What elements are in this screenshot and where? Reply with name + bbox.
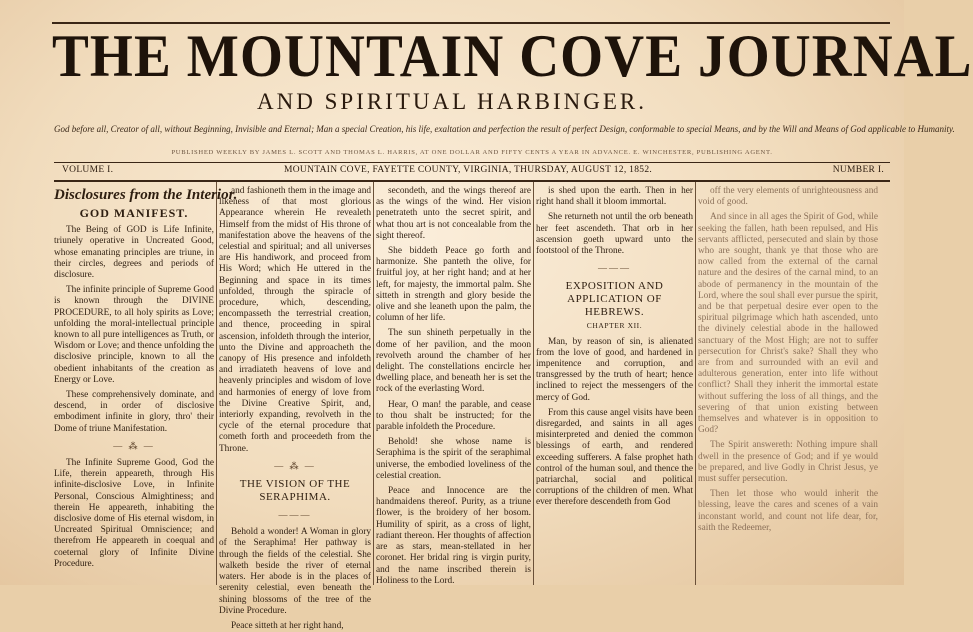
paragraph: off the very elements of unrighteousness and void of good. bbox=[698, 186, 878, 208]
column-5 bbox=[698, 186, 878, 586]
paragraph: The Being of GOD is Life Infinite, triunely operative in Uncreated Good, whose emanating principles are triune, in their circles, degrees and periods of disclosure. bbox=[54, 225, 214, 281]
paragraph: These comprehensively dominate, and descend, in order of disclosive embodiment infinite in glory, thro' their Dome of triune Manifestation. bbox=[54, 390, 214, 434]
paragraph: The infinite principle of Supreme Good is known through the DIVINE PROCEDURE, to all holy spirits as Love; unfolding the moral-intellectual principle known to all pure intelligences as Truth, or Wisdom or Love; and thence unfolding the disclosive principle, known to all the obedient inhabitants of the creation as Energy or Love. bbox=[54, 285, 214, 385]
column-divider bbox=[373, 182, 374, 585]
dateline bbox=[54, 165, 890, 179]
masthead-title: THE MOUNTAIN COVE JOURNAL bbox=[52, 23, 973, 89]
paragraph: is shed upon the earth. Then in her right hand shall it bloom immortal. bbox=[536, 186, 693, 208]
paragraph: And since in all ages the Spirit of God, while seeking the fallen, hath been repulsed, and His servants afflicted, persecuted and slain by those who are sought, thank ye that those who are now called from the external of the carnal nature and the desires of the carnal mind, to an abode of permanency in the mountain of the Lord, where the soul shall ever pursue the spirit, and be that perpetual desire ever open to the spiritual pilgrimage which hath ascended, unto the divinely celestial abode in the hallowed sanctuary of the Most High; are not to suffer persecution for Christ's sake? Shall they who are from and surrounded with an evil and adulterous generation, enter into life without conflict? Shall they inherit the immortal estate without suffering the loss of all things, and the severing of that union existing between themselves and whatever is in opposition to God? bbox=[698, 212, 878, 436]
paragraph: Behold a wonder! A Woman in glory of the Seraphima! Her pathway is through the fields of the celestial. She walketh beside the river of eternal waters. Her abode is in the places of serenity celestial, even beneath the shining blossoms of the tree of the Divine Procedure. bbox=[219, 527, 371, 616]
column-1 bbox=[54, 186, 238, 586]
dateline-bottom-rule bbox=[54, 180, 890, 182]
paragraph: Then let those who would inherit the blessing, leave the cares and scenes of a vain inconstant world, and count not life dear, for, saith the Redeemer, bbox=[698, 489, 878, 533]
paragraph: Peace sitteth at her right hand, bbox=[231, 620, 344, 631]
section-ornament: — ⁂ — bbox=[274, 460, 316, 471]
column-heading: Disclosures from the Interior. bbox=[54, 187, 238, 203]
article-title: GOD MANIFEST. bbox=[79, 206, 189, 220]
column-2 bbox=[219, 186, 371, 631]
volume-label: VOLUME I. bbox=[62, 165, 114, 175]
paragraph: She returneth not until the orb beneath her feet ascendeth. That orb in her ascension goeth upward unto the footstool of the Throne. bbox=[536, 212, 693, 257]
dateline-top-rule bbox=[54, 162, 890, 163]
column-divider bbox=[695, 182, 696, 585]
section-heading: THE VISION OF THE SERAPHIMA. bbox=[239, 478, 351, 504]
section-ornament: ——— bbox=[278, 510, 312, 521]
paragraph: Peace and Innocence are the handmaidens thereof. Purity, as a triune flower, is the broidery of her bosom. Humility of spirit, as a cross of light, radiant thereon. Her thoughts of affection are as stars, mean-stellated in her coronet. Her bridal ring is virgin purity, and the name inscribed therein is Holiness to the Lord. bbox=[376, 486, 531, 586]
section-ornament: ——— bbox=[598, 263, 631, 274]
publisher-line: PUBLISHED WEEKLY BY JAMES L. SCOTT AND THOMAS L. HARRIS, AT ONE DOLLAR AND FIFTY CENTS A YEAR IN ADVANCE. E. WINCHESTER, PUBLISHING AGENT. bbox=[171, 149, 773, 156]
paragraph: She biddeth Peace go forth and harmonize. She panteth the olive, for fruitful joy, at her right hand; and at her left, for majesty, the immortal palm. She sitteth in strength and glory beside the olive and she leaneth upon the palm, the column of her life. bbox=[376, 246, 531, 324]
paragraph: Man, by reason of sin, is alienated from the love of good, and hardened in impenitence and corruption, and transgressed by the truth of heart; hence inclined to reject the messengers of the mercy of God. bbox=[536, 336, 693, 403]
number-label: NUMBER I. bbox=[832, 165, 884, 175]
paragraph: Hear, O man! the parable, and cease to thou shalt be instructed; for the parable infoldeth the Procedure. bbox=[376, 399, 531, 433]
column-4 bbox=[536, 186, 693, 586]
paragraph: The sun shineth perpetually in the dome of her pavilion, and the moon revolveth around the chamber of her delight. The constellations encircle her dwelling place, and beneath her is set the rock of the everlasting Word. bbox=[376, 328, 531, 395]
masthead-motto: God before all, Creator of all, without Beginning, Invisible and Eternal; Man a special Creation, his life, exaltation and perfection the result of perfect Design, conformable to special Means, and by the Will and Means of God applicable to Humanity. bbox=[54, 124, 955, 134]
paragraph: The Spirit answereth: Nothing impure shall dwell in the presence of God; and if ye would be prepared, and live Godly in Christ Jesus, ye must suffer persecution. bbox=[698, 440, 878, 485]
paragraph: Behold! she whose name is Seraphima is the spirit of the seraphimal universe, the embodied loveliness of the celestial creation. bbox=[376, 437, 531, 481]
paragraph: The Infinite Supreme Good, God the Life, therein appeareth, through His infinite-disclosive Love, in Infinite Personal, Conscious Almightiness; and therein He appeareth, inhabiting the disclosive dome of His eternal wisdom, in Uncreated Spiritual Omniscience; and therefrom He appeareth in coequal and coeternal glory of Infinite Divine Procedure. bbox=[54, 458, 214, 569]
section-ornament: — ⁂ — bbox=[113, 440, 155, 451]
paragraph: secondeth, and the wings thereof are as the wings of the wind. Her vision penetrateth unto the secret spirit, and what thou art is not concealable from the sight thereof. bbox=[376, 186, 531, 241]
section-subheading: CHAPTER XII. bbox=[586, 321, 643, 331]
column-divider bbox=[533, 182, 534, 585]
section-heading: EXPOSITION AND APPLICATION OF HEBREWS. bbox=[565, 280, 664, 319]
masthead-subtitle: AND SPIRITUAL HARBINGER. bbox=[257, 89, 647, 114]
paragraph: and fashioneth them in the image and likeness of that most glorious Appearance wherein He revealeth Himself from the midst of His throne of manifestation above the heavens of the celestial and spiritual; and all universes are His handiwork, and proceed from His Word; which He uttered in the Beginning and space in its times unfolded, through the spiracle of procedure, which, descending, encompasseth the terrestrial creation, and thence, proceeding in spiral ascension, infoldeth through the interior, unto the Divine and approacheth the canopy of His presence and infoldeth and irradiateth heavens of love and heavenly principles and wisdom of love and harmonies of energy of love from the Divine Creative Spirit, and, interiorly expanding, revolveth in the cycle of the eternal procedure that cometh forth and proceedeth from the Throne. bbox=[219, 186, 371, 454]
column-3 bbox=[376, 186, 531, 586]
date-label: MOUNTAIN COVE, FAYETTE COUNTY, VIRGINIA, THURSDAY, AUGUST 12, 1852. bbox=[284, 165, 653, 175]
paragraph: From this cause angel visits have been disregarded, and saints in all ages misinterpreted and denied the common blessings of earth, and rendered exceeding sufferers. A false prophet hath control of the human soul, and thence the patriarchal, social and political corruptions of the children of men. What ever therefore descendeth from God bbox=[536, 407, 693, 508]
column-divider bbox=[216, 182, 217, 585]
